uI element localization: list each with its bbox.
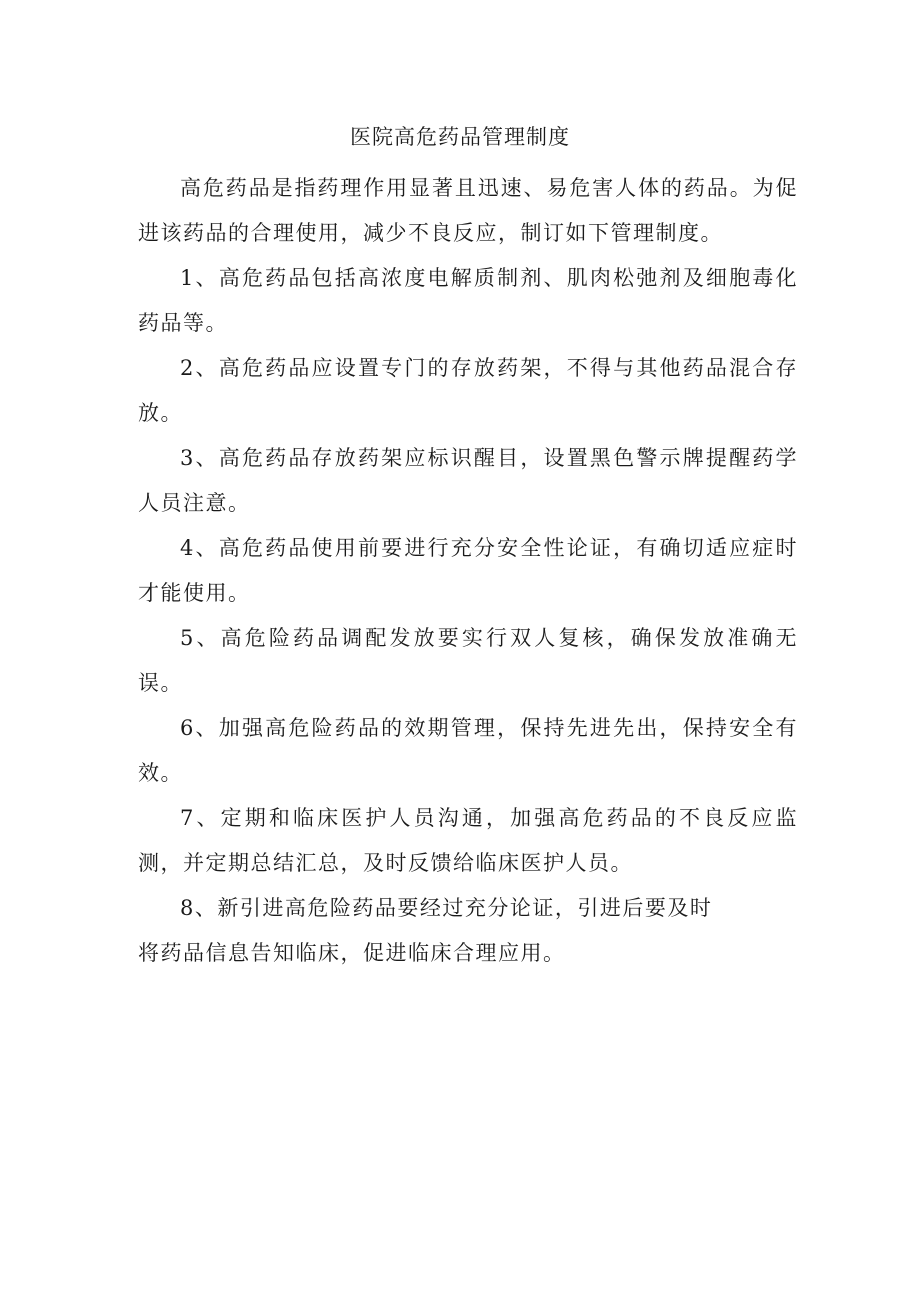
rule-4-paragraph: 4、高危药品使用前要进行充分安全性论证，有确切适应症时才能使用。	[138, 536, 798, 605]
intro-paragraph: 高危药品是指药理作用显著且迅速、易危害人体的药品。为促进该药品的合理使用，减少不良反应，制订如下管理制度。	[138, 176, 798, 245]
rule-8-paragraph: 8、新引进高危险药品要经过充分论证，引进后要及时	[180, 896, 713, 920]
rule-1-paragraph: 1、高危药品包括高浓度电解质制剂、肌肉松弛剂及细胞毒化药品等。	[138, 266, 798, 335]
rule-7-paragraph: 7、定期和临床医护人员沟通，加强高危药品的不良反应监测，并定期总结汇总，及时反馈给临床医护人员。	[138, 806, 798, 875]
rule-8-continuation: 将药品信息告知临床，促进临床合理应用。	[138, 941, 566, 965]
rule-6-paragraph: 6、加强高危险药品的效期管理，保持先进先出，保持安全有效。	[138, 716, 798, 785]
document-title: 医院高危药品管理制度	[350, 125, 570, 149]
rule-2-paragraph: 2、高危药品应设置专门的存放药架，不得与其他药品混合存放。	[138, 356, 798, 425]
rule-3-paragraph: 3、高危药品存放药架应标识醒目，设置黑色警示牌提醒药学人员注意。	[138, 446, 798, 515]
rule-5-paragraph: 5、高危险药品调配发放要实行双人复核，确保发放准确无误。	[138, 626, 798, 695]
document-body	[138, 166, 798, 976]
